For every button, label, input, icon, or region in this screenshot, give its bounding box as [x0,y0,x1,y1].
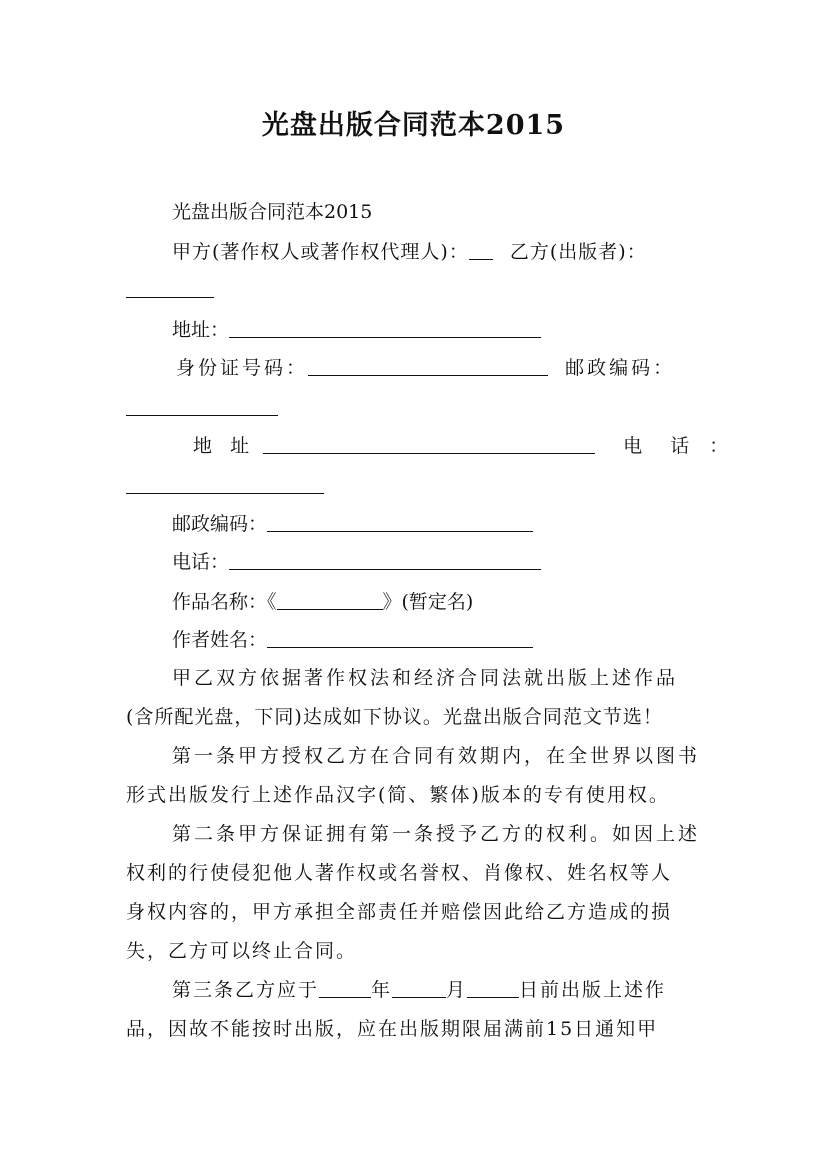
phone2-blank-line [126,474,324,498]
work-name-blank [277,591,383,610]
art2-line4: 失，乙方可以终止合同。 [126,940,358,962]
art3-prefix: 第三条乙方应于 [172,979,320,1001]
party-b-blank-line [126,278,214,302]
address-line [172,318,541,342]
art3-suffix: 日前出版上述作 [519,979,667,1001]
phone2-blank [126,475,324,494]
address2-label-2: 址 [230,435,250,457]
art3-month: 月 [446,979,468,1001]
postcode2-label: 邮政编码： [172,513,268,535]
postcode-label: 邮政编码： [565,357,676,379]
work-name-line [172,590,473,614]
art3-day-blank [467,979,519,998]
party-a-line [172,240,647,264]
id-line [176,356,675,380]
id-label: 身份证号码： [176,357,309,379]
art2-line2: 权利的行使侵犯他人著作权或名誉权、肖像权、姓名权等人 [126,862,673,884]
party-b-label: 乙方(出版者)： [509,241,647,263]
phone-label: 电话： [172,551,230,573]
address-blank [229,319,541,338]
para1-line2: (含所配光盘，下同)达成如下协议。光盘出版合同范文节选！ [126,706,663,728]
art3-year: 年 [371,979,393,1001]
party-a-blank [469,241,493,260]
art3-line1 [172,978,666,1002]
art3-year-blank [319,979,371,998]
work-name-prefix: 作品名称：《 [172,591,277,613]
address2-label-1: 地 [193,435,213,457]
subtitle: 光盘出版合同范本2015 [172,201,373,223]
phone-blank [229,551,541,570]
party-a-label: 甲方(著作权人或著作权代理人)： [172,241,469,263]
address-label: 地址： [172,319,230,341]
id-blank [308,357,548,376]
phone2-colon: ： [709,435,729,457]
phone-line [172,550,541,574]
author-blank [267,629,533,648]
postcode2-line [172,512,533,536]
postcode2-blank [267,513,533,532]
phone2-label-2: 话 [670,435,690,457]
work-name-suffix: 》(暂定名) [382,591,474,613]
para1-line1: 甲乙双方依据著作权法和经济合同法就出版上述作品 [172,667,679,689]
art2-line3: 身权内容的，甲方承担全部责任并赔偿因此给乙方造成的损 [126,901,673,923]
address2-blank [263,435,595,454]
art3-line2: 品，因故不能按时出版，应在出版期限届满前15日通知甲 [126,1018,659,1040]
art1-line1: 第一条甲方授权乙方在合同有效期内，在全世界以图书 [172,745,701,767]
address2-line [193,434,728,458]
author-line [172,628,533,652]
postcode-blank-line [126,396,278,420]
art2-line1: 第二条甲方保证拥有第一条授予乙方的权利。如因上述 [172,823,701,845]
document-title: 光盘出版合同范本2015 [261,110,566,141]
art3-month-blank [392,979,446,998]
art1-line2: 形式出版发行上述作品汉字(简、繁体)版本的专有使用权。 [126,784,670,806]
author-label: 作者姓名： [172,629,268,651]
phone2-label-1: 电 [623,435,643,457]
party-b-blank [126,279,214,298]
postcode-blank [126,397,278,416]
